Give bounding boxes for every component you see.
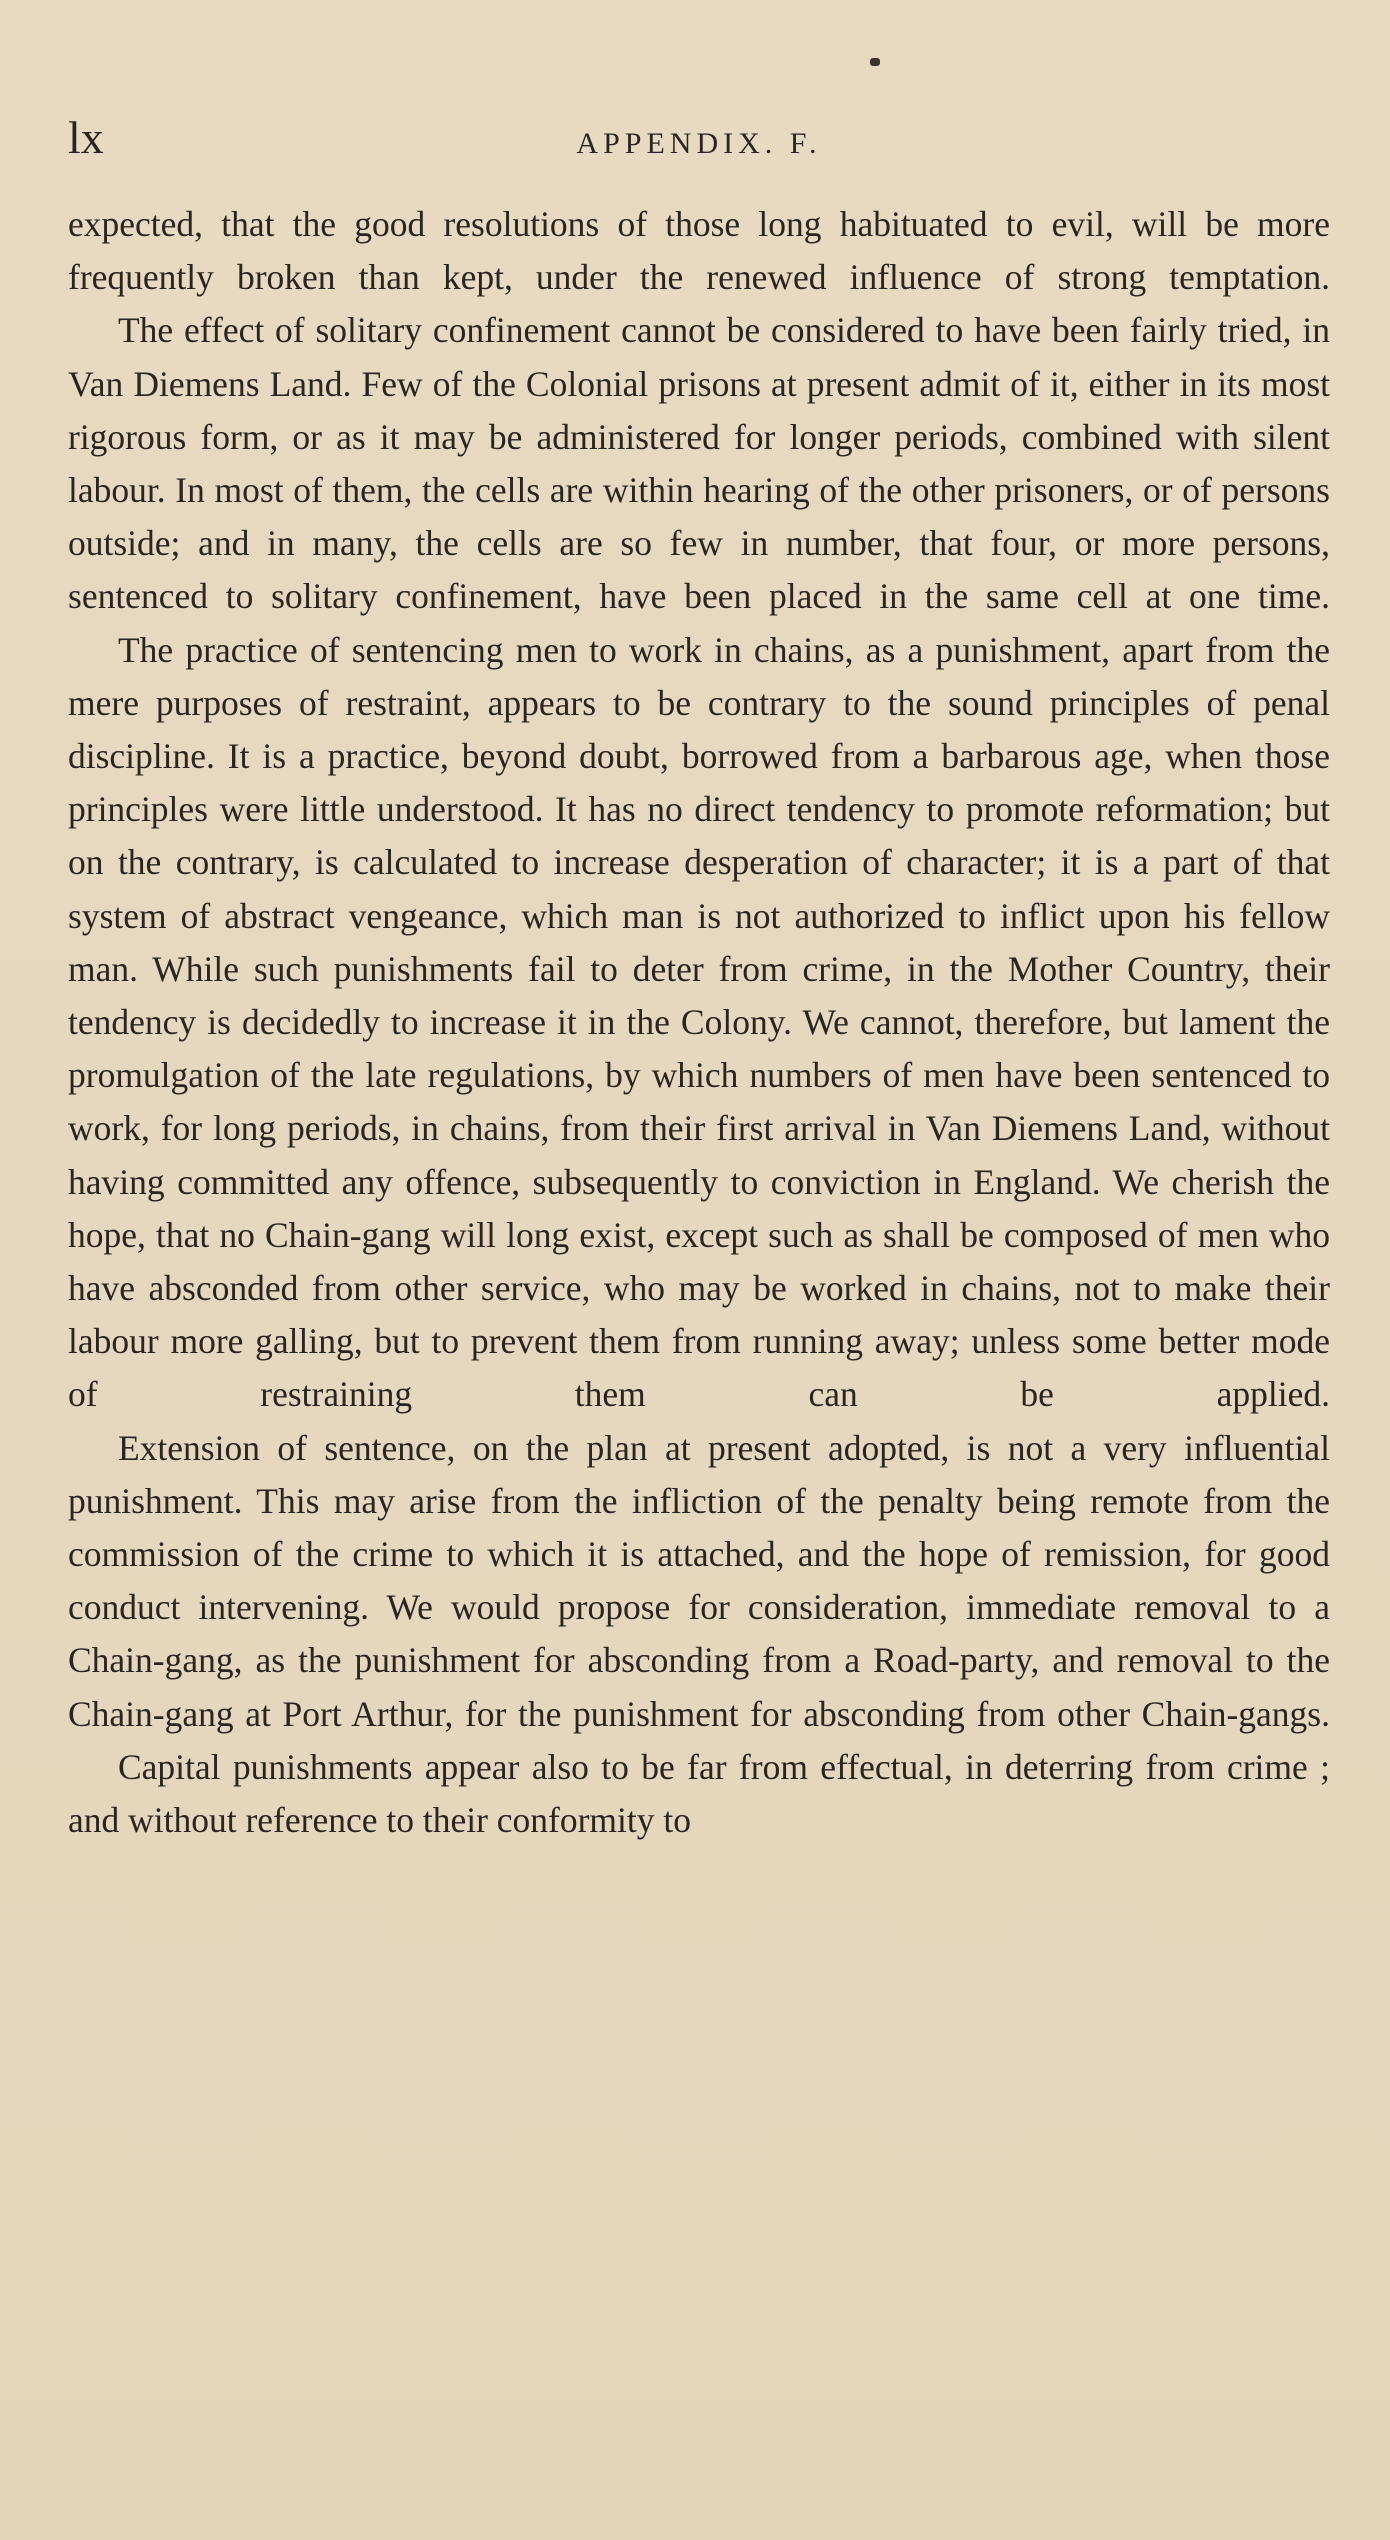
- paragraph-continued: expected, that the good resolutions of those long habituated to evil, will be more frequently broken than kept, under the renewed influence of strong temptation.: [68, 204, 1330, 298]
- paragraph-solitary-confinement: The effect of solitary confinement cannot be considered to have been fairly tried, in Van Diemens Land. Few of the Colonial prisons at present admit of it, either in its most rigorous form, or as it may be administered for longer periods, combined with silent labour. In most of them, the cells are within hearing of the other prisoners, or of persons outside; and in many, the cells are so few in number, that four, or more persons, sentenced to solitary confinement, have been placed in the same cell at one time.: [68, 310, 1330, 617]
- running-head: APPENDIX. F.: [576, 127, 822, 160]
- body-text: [68, 198, 1330, 1847]
- page-header: [68, 108, 1330, 168]
- paragraph-capital-punishments: Capital punishments appear also to be far from effectual, in deterring from crime ; and without reference to their conformity to: [68, 1746, 1330, 1841]
- ink-speck: [870, 58, 880, 66]
- paragraph-chains: The practice of sentencing men to work in chains, as a punishment, apart from the mere purposes of restraint, appears to be contrary to the sound principles of penal discipline. It is a practice, beyond doubt, borrowed from a barbarous age, when those principles were little understood. It has no direct tendency to promote reformation; but on the contrary, is calculated to increase desperation of character; it is a part of that system of abstract vengeance, which man is not authorized to inflict upon his fellow man. While such punishments fail to deter from crime, in the Mother Country, their tendency is decidedly to increase it in the Colony. We cannot, therefore, but lament the promulgation of the late regulations, by which numbers of men have been sentenced to work, for long periods, in chains, from their first arrival in Van Diemens Land, without having committed any offence, subsequently to conviction in England. We cherish the hope, that no Chain-gang will long exist, except such as shall be composed of men who have absconded from other service, who may be worked in chains, not to make their labour more galling, but to prevent them from running away; unless some better mode of restraining them can be applied.: [68, 629, 1330, 1415]
- page-number: lx: [68, 112, 104, 163]
- paragraph-extension-of-sentence: Extension of sentence, on the plan at present adopted, is not a very influential punishment. This may arise from the infliction of the penalty being remote from the commission of the crime to which it is attached, and the hope of remission, for good conduct intervening. We would propose for consideration, immediate removal to a Chain-gang, as the punishment for absconding from a Road-party, and removal to the Chain-gang at Port Arthur, for the punishment for absconding from other Chain-gangs.: [68, 1427, 1330, 1734]
